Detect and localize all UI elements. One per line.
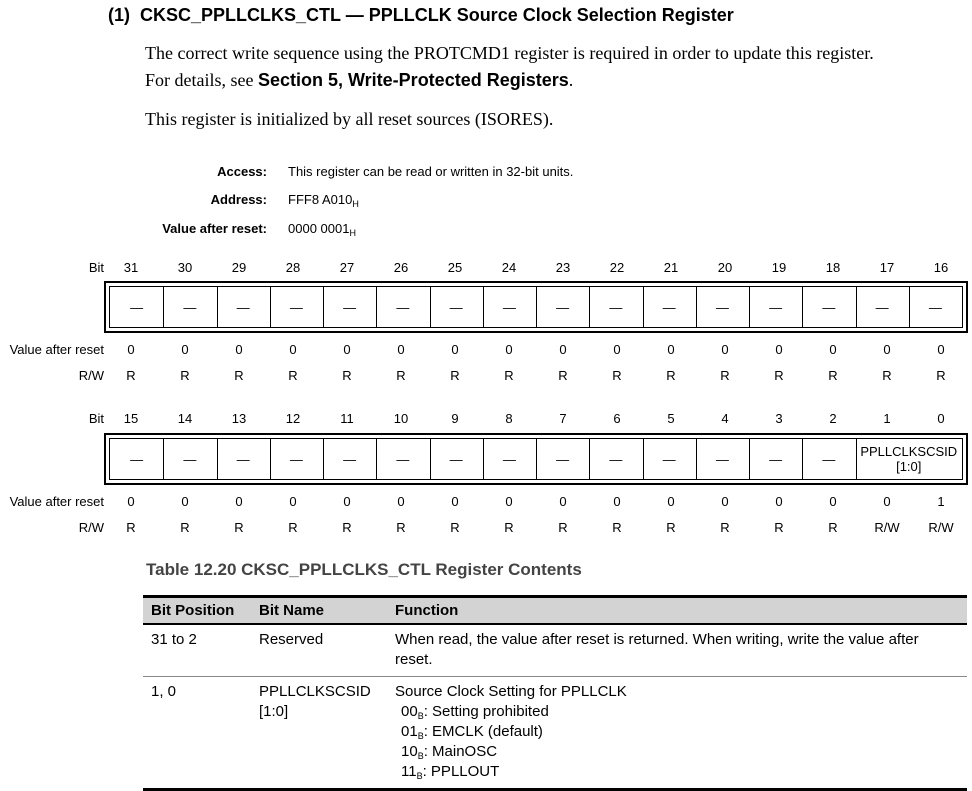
reserved-bit-field: — (163, 287, 217, 327)
table-row (143, 677, 967, 790)
reserved-bit-field: — (217, 439, 271, 479)
rw-value: R (828, 368, 838, 383)
bit-number: 1 (883, 411, 891, 426)
access-label: Access: (217, 164, 267, 179)
rw-value: R (396, 368, 406, 383)
reset-value: 0 (721, 342, 729, 357)
reserved-bit-field: — (696, 287, 750, 327)
rw-row-label: R/W (78, 368, 104, 383)
register-contents-table (143, 595, 967, 791)
rw-value: R (666, 368, 676, 383)
bit-number: 0 (937, 411, 945, 426)
rw-value: R/W (874, 520, 900, 535)
rw-value: R (504, 520, 514, 535)
reserved-bit-field: — (802, 287, 856, 327)
reserved-bit-field: — (376, 287, 430, 327)
reserved-bit-field: — (483, 287, 537, 327)
reset-value: 0 (883, 494, 891, 509)
reserved-bit-field: — (643, 287, 697, 327)
write-sequence-paragraph (145, 40, 874, 94)
bit-number: 16 (933, 260, 949, 275)
rw-value: R (450, 368, 460, 383)
rw-value: R (504, 368, 514, 383)
paragraph-line: The correct write sequence using the PROTCMD1 register is required in order to update this register. (145, 43, 874, 63)
bit-number: 18 (825, 260, 841, 275)
bit-name-line: PPLLCLKSCSID (259, 683, 371, 700)
reset-value: 0 (181, 494, 189, 509)
reserved-bit-field: — (802, 439, 856, 479)
reset-value: 0 (559, 342, 567, 357)
reserved-bit-field: — (856, 287, 910, 327)
reserved-bit-field: — (536, 287, 590, 327)
rw-value: R (558, 368, 568, 383)
bit-number: 6 (613, 411, 621, 426)
cell-bit-position: 31 to 2 (143, 624, 251, 677)
reserved-bit-field: — (323, 287, 377, 327)
bit-number: 28 (285, 260, 301, 275)
reset-value: 0 (775, 342, 783, 357)
section-reference-link[interactable]: Section 5, Write-Protected Registers (257, 70, 569, 90)
reset-value: 0 (343, 494, 351, 509)
reset-value: 0 (883, 342, 891, 357)
bit-number: 15 (123, 411, 139, 426)
reset-value: 0 (721, 494, 729, 509)
bit-number: 25 (447, 260, 463, 275)
reset-value: 0 (127, 342, 135, 357)
rw-value: R (666, 520, 676, 535)
cell-bit-name (251, 677, 387, 790)
header-function: Function (387, 597, 967, 625)
rw-value: R (180, 368, 190, 383)
rw-row-label: R/W (78, 520, 104, 535)
paragraph-text: . (568, 70, 574, 90)
bit-number: 4 (721, 411, 729, 426)
bit-number: 11 (340, 411, 354, 426)
reset-value: 0 (451, 494, 459, 509)
paragraph-line (145, 67, 874, 94)
section-title: CKSC_PPLLCLKS_CTL — PPLLCLK Source Clock Selection Register (140, 5, 734, 25)
reset-value: 0 (829, 494, 837, 509)
reset-value: 0 (397, 494, 405, 509)
header-bit-position: Bit Position (143, 597, 251, 625)
bit-name-range: [1:0] (259, 703, 289, 720)
reset-paragraph: This register is initialized by all reset sources (ISORES). (145, 109, 554, 129)
rw-value: R (126, 368, 136, 383)
access-value: This register can be read or written in 32-bit units. (288, 164, 574, 179)
reserved-bit-field: — (376, 439, 430, 479)
table-caption: Table 12.20 CKSC_PPLLCLKS_CTL Register Contents (146, 560, 582, 579)
reset-label: Value after reset: (162, 221, 267, 236)
bit-row-label: Bit (88, 411, 104, 426)
bit-number: 21 (663, 260, 679, 275)
reset-text: 0000 0001 (288, 221, 350, 236)
setting-option: $11_B$: PPLLOUT (401, 763, 500, 781)
reserved-bit-field: — (270, 439, 324, 479)
rw-value: R (234, 368, 244, 383)
rw-value: R (288, 368, 298, 383)
bit-number: 19 (771, 260, 787, 275)
bit-row-label: Bit (88, 260, 104, 275)
setting-option: $00_B$: Setting prohibited (401, 703, 549, 721)
setting-option: $01_B$: EMCLK (default) (401, 723, 543, 741)
paragraph-text: For details, see (145, 70, 258, 90)
cell-function: When read, the value after reset is returned. When writing, write the value after reset. (387, 624, 967, 677)
rw-value: R (936, 368, 946, 383)
upper-register-fields (109, 286, 963, 328)
reserved-bit-field: — (589, 287, 643, 327)
address-text: FFF8 A010 (288, 192, 353, 207)
upper-register-diagram (104, 281, 968, 333)
rw-value: R (774, 368, 784, 383)
lower-register-fields (109, 438, 963, 480)
rw-value: R (612, 368, 622, 383)
reserved-bit-field: — (110, 287, 164, 327)
reserved-bit-field: — (430, 439, 484, 479)
reset-row-label: Value after reset (9, 494, 104, 509)
reset-value: 0 (181, 342, 189, 357)
lower-register-diagram (104, 433, 968, 485)
bit-number: 9 (451, 411, 459, 426)
reset-value: 0 (289, 342, 297, 357)
address-value (288, 192, 359, 207)
reset-value: 0 (775, 494, 783, 509)
reset-value: 0 (613, 494, 621, 509)
rw-value: R/W (928, 520, 954, 535)
reset-value: 0 (559, 494, 567, 509)
reset-value: 0 (613, 342, 621, 357)
hex-suffix: H (352, 199, 359, 209)
rw-value: R (342, 520, 352, 535)
reserved-bit-field: — (589, 439, 643, 479)
reset-value: 0 (127, 494, 135, 509)
bit-number: 30 (177, 260, 193, 275)
reserved-bit-field: — (536, 439, 590, 479)
rw-value: R (288, 520, 298, 535)
reserved-bit-field: — (110, 439, 164, 479)
rw-value: R (396, 520, 406, 535)
reset-value: 0 (235, 494, 243, 509)
header-bit-name: Bit Name (251, 597, 387, 625)
reset-value: 0 (667, 494, 675, 509)
reset-value: 0 (937, 342, 945, 357)
cell-bit-position: 1, 0 (143, 677, 251, 790)
reset-row-label: Value after reset (9, 342, 104, 357)
reset-value: 0 (667, 342, 675, 357)
rw-value: R (774, 520, 784, 535)
bit-number: 26 (393, 260, 409, 275)
reserved-bit-field: — (430, 287, 484, 327)
reserved-bit-field: — (749, 287, 803, 327)
address-label: Address: (210, 192, 267, 207)
cell-function (387, 677, 967, 790)
reset-value: 0 (451, 342, 459, 357)
rw-value: R (180, 520, 190, 535)
field-name: PPLLCLKSCSID (860, 444, 958, 459)
hex-suffix: H (349, 228, 356, 238)
reset-value: 1 (937, 494, 945, 509)
reserved-bit-field: — (483, 439, 537, 479)
rw-value: R (882, 368, 892, 383)
reset-value: 0 (235, 342, 243, 357)
reset-value (288, 221, 356, 236)
bit-number: 12 (285, 411, 301, 426)
reserved-bit-field: — (323, 439, 377, 479)
reset-value: 0 (505, 494, 513, 509)
bit-number: 8 (505, 411, 513, 426)
reserved-bit-field: — (696, 439, 750, 479)
ppllclkscsid-field (856, 439, 963, 479)
rw-value: R (342, 368, 352, 383)
field-range: [1:0] (896, 459, 922, 474)
bit-number: 29 (231, 260, 247, 275)
rw-value: R (828, 520, 838, 535)
reserved-bit-field: — (928, 299, 942, 315)
cell-bit-name: Reserved (251, 624, 387, 677)
reset-value: 0 (505, 342, 513, 357)
table-row (143, 624, 967, 677)
bit-number: 24 (501, 260, 517, 275)
reset-value: 0 (397, 342, 405, 357)
bit-number: 14 (177, 411, 193, 426)
setting-options (395, 702, 959, 782)
rw-value: R (720, 520, 730, 535)
reset-value: 0 (829, 342, 837, 357)
section-heading (108, 5, 734, 26)
reserved-bit-field: — (270, 287, 324, 327)
rw-value: R (720, 368, 730, 383)
rw-value: R (234, 520, 244, 535)
reset-value: 0 (343, 342, 351, 357)
bit-number: 2 (829, 411, 837, 426)
function-title: Source Clock Setting for PPLLCLK (395, 683, 627, 700)
section-number: (1) (108, 5, 130, 25)
bit-number: 20 (717, 260, 733, 275)
bit-number: 10 (393, 411, 409, 426)
bit-number: 5 (667, 411, 675, 426)
rw-value: R (126, 520, 136, 535)
reserved-bit-field: — (217, 287, 271, 327)
bit-number: 3 (775, 411, 783, 426)
reserved-bit-field: — (163, 439, 217, 479)
bit-number: 27 (339, 260, 355, 275)
bit-number: 23 (555, 260, 571, 275)
rw-value: R (612, 520, 622, 535)
rw-value: R (558, 520, 568, 535)
rw-value: R (450, 520, 460, 535)
bit-number: 17 (879, 260, 895, 275)
reset-value: 0 (289, 494, 297, 509)
bit-number: 22 (609, 260, 625, 275)
bit-number: 31 (123, 260, 139, 275)
bit-number: 13 (231, 411, 247, 426)
reserved-bit-field: — (643, 439, 697, 479)
bit-number: 7 (559, 411, 567, 426)
setting-option: $10_B$: MainOSC (401, 743, 498, 761)
reserved-bit-field: — (749, 439, 803, 479)
table-header-row (143, 597, 967, 625)
